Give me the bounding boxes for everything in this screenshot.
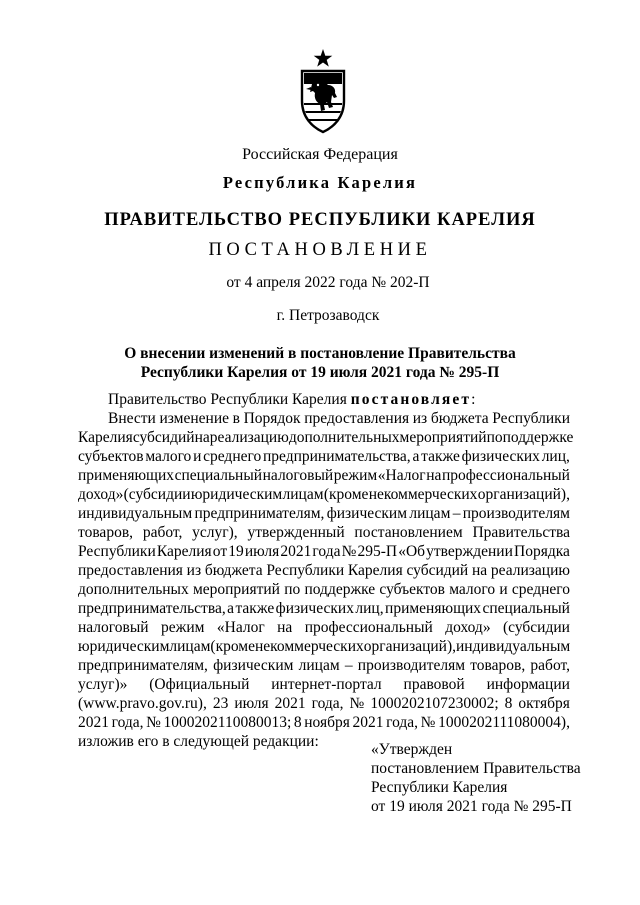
body-word: и — [193, 448, 202, 465]
body-word: 1000202111080004), — [438, 714, 570, 731]
body-word: предоставления — [78, 562, 183, 579]
body-word: лицам — [282, 486, 324, 503]
date-and-number: от 4 апреля 2022 года № 202-П — [226, 274, 430, 291]
body-line — [78, 580, 570, 599]
body-word: работ, — [530, 657, 570, 674]
body-word: профессиональный — [441, 467, 570, 484]
country-name: Российская Федерация — [242, 146, 398, 163]
body-word: физических — [275, 600, 354, 617]
body-word: организаций), — [477, 486, 570, 503]
body-word: а — [227, 600, 235, 617]
body-word: Карелия — [347, 562, 403, 579]
body-word: утвержденный — [247, 524, 345, 541]
body-word: мероприятий — [192, 581, 280, 598]
body-word: товаров, — [470, 657, 526, 674]
approval-stamp-text — [371, 740, 581, 816]
body-word: правовой — [403, 676, 465, 693]
decree-suffix: : — [471, 391, 476, 408]
body-word: Республики — [492, 410, 570, 427]
body-word: из — [412, 410, 428, 427]
body-word: товаров, — [78, 524, 134, 541]
body-word: Внести — [108, 410, 156, 427]
body-word: № — [420, 714, 436, 731]
body-word: и — [499, 581, 508, 598]
body-line — [78, 599, 570, 618]
body-word: малого — [145, 448, 192, 465]
body-word: предпринимателям, — [194, 505, 325, 522]
body-line — [78, 485, 570, 504]
body-word: 1000202107230002; — [370, 695, 499, 712]
body-word: налоговый — [78, 619, 149, 636]
city: г. Петрозаводск — [276, 307, 380, 324]
body-word: в — [232, 410, 240, 427]
body-word: 2021 — [78, 714, 109, 731]
body-word: предпринимательства, — [262, 448, 411, 465]
body-word: малого — [449, 581, 496, 598]
body-word: лицам — [409, 505, 451, 522]
body-word: некоммерческих — [368, 486, 478, 503]
body-word: на — [194, 429, 210, 446]
body-word: Карелия — [78, 429, 133, 446]
body-word: лицам — [298, 657, 340, 674]
body-word: 2021 — [274, 695, 306, 712]
body-word: доход» — [78, 486, 124, 503]
body-word: доход» — [445, 619, 491, 636]
body-word: 295-П — [357, 543, 398, 560]
body-word: «Налог — [377, 467, 426, 484]
government-title: ПРАВИТЕЛЬСТВО РЕСПУБЛИКИ КАРЕЛИЯ — [104, 210, 536, 230]
body-word: поддержке — [304, 581, 376, 598]
body-word: юридическим — [78, 638, 170, 655]
body-line — [78, 447, 570, 466]
body-word: лиц, — [355, 600, 384, 617]
document-body — [78, 390, 574, 751]
body-word: лицам — [169, 638, 211, 655]
body-line — [78, 523, 570, 542]
body-word: физическим — [326, 505, 408, 522]
body-word: среднего — [511, 581, 570, 598]
body-word: «Налог — [216, 619, 265, 636]
body-word: дополнительных — [78, 581, 189, 598]
body-word: предпринимателям, — [78, 657, 208, 674]
body-word: (Официальный — [149, 676, 250, 693]
body-word: Республики — [78, 543, 156, 560]
subject-line: О внесении изменений в постановление Правительства — [124, 345, 516, 362]
body-line — [78, 542, 570, 561]
body-word: физическим — [213, 657, 294, 674]
body-word: года — [312, 543, 341, 560]
approval-line: постановлением Правительства — [371, 760, 581, 777]
body-word: мероприятий — [399, 429, 487, 446]
body-word: ноября — [304, 714, 350, 731]
body-last-line: изложив его в следующей редакции: — [78, 733, 319, 750]
document-type: ПОСТАНОВЛЕНИЕ — [208, 240, 432, 260]
body-paragraph — [78, 409, 574, 732]
body-word: (субсидии — [123, 486, 191, 503]
body-word: на — [471, 562, 488, 579]
body-word: производителям — [462, 505, 570, 522]
body-line — [78, 618, 570, 637]
body-word: № — [341, 543, 357, 560]
body-word: (субсидии — [503, 619, 570, 636]
body-line — [78, 694, 570, 713]
republic-name: Республика Карелия — [222, 173, 418, 192]
body-word: лиц, — [541, 448, 570, 465]
body-word: индивидуальным — [78, 505, 193, 522]
decree-prefix: Правительство Республики Карелия — [108, 391, 351, 408]
body-word: реализацию — [490, 562, 570, 579]
body-word: июля — [234, 695, 269, 712]
body-word: июля — [244, 543, 280, 560]
decree-line — [78, 390, 570, 409]
body-word: № — [146, 714, 161, 731]
body-word: поддержке — [502, 429, 574, 446]
body-word: бюджета — [204, 562, 263, 579]
approval-line: «Утвержден — [371, 741, 453, 758]
body-word: 8 — [293, 714, 302, 731]
body-word: 2021 — [280, 543, 312, 560]
body-word: субъектов — [379, 581, 445, 598]
body-word: по — [486, 429, 503, 446]
body-word: Порядок — [243, 410, 301, 427]
body-word: производителям — [357, 657, 466, 674]
body-word: организаций), — [363, 638, 457, 655]
body-word: года, — [386, 714, 419, 731]
body-word: Правительства — [472, 524, 570, 541]
body-word: специальный — [482, 600, 570, 617]
body-word: а — [412, 448, 420, 465]
body-word: по — [284, 581, 301, 598]
body-word: предпринимательства, — [78, 600, 226, 617]
body-word: постановлением — [354, 524, 463, 541]
document-subject — [0, 344, 640, 382]
body-word: применяющих — [385, 600, 482, 617]
body-word: профессиональный — [304, 619, 433, 636]
body-word: индивидуальным — [456, 638, 571, 655]
body-word: режим — [333, 467, 378, 484]
body-line — [78, 409, 570, 428]
body-word: реализацию — [209, 429, 289, 446]
body-word: года, — [311, 695, 344, 712]
body-line — [78, 561, 570, 580]
body-word: интернет-портал — [271, 676, 382, 693]
body-line — [78, 713, 570, 732]
body-word: 1000202110080013; — [163, 714, 292, 731]
body-word: Республики — [266, 562, 345, 579]
body-word: из — [186, 562, 202, 579]
body-line — [78, 428, 574, 447]
approval-line: от 19 июля 2021 года № 295-П — [371, 798, 572, 815]
body-line — [78, 675, 570, 694]
body-word: дополнительных — [288, 429, 400, 446]
body-word: 19 — [228, 543, 244, 560]
body-word: Карелия — [156, 543, 212, 560]
approval-line: Республики Карелия — [371, 779, 508, 796]
body-word: субъектов — [78, 448, 144, 465]
body-word: утверждении — [426, 543, 513, 560]
body-word: № — [349, 695, 365, 712]
body-word: (кроме — [210, 638, 255, 655]
body-word: на — [426, 467, 442, 484]
body-line — [78, 504, 570, 523]
body-word: (www.pravo.gov.ru), — [78, 695, 207, 712]
body-word: предоставления — [304, 410, 410, 427]
body-word: налоговый — [262, 467, 334, 484]
body-word: – — [344, 657, 353, 674]
body-word: юридическим — [190, 486, 283, 503]
body-word: физических — [461, 448, 540, 465]
karelia-coat-of-arms-icon — [298, 47, 348, 134]
body-word: информации — [486, 676, 570, 693]
subject-line: Республики Карелия от 19 июля 2021 года № 295-П — [140, 364, 500, 381]
body-word: 8 — [504, 695, 513, 712]
body-word: «Об — [398, 543, 426, 560]
body-word: субсидий — [132, 429, 195, 446]
body-word: 23 — [212, 695, 229, 712]
body-word: на — [277, 619, 293, 636]
body-word: – — [452, 505, 461, 522]
body-word: бюджета — [430, 410, 489, 427]
body-word: специальный — [174, 467, 263, 484]
body-word: октября — [518, 695, 570, 712]
body-word: также — [421, 448, 460, 465]
body-word: субсидий — [406, 562, 469, 579]
body-line — [78, 637, 570, 656]
body-word: услуг), — [192, 524, 238, 541]
body-word: работ, — [142, 524, 183, 541]
body-word: также — [235, 600, 275, 617]
body-word: применяющих — [78, 467, 175, 484]
body-word: среднего — [203, 448, 262, 465]
body-word: (кроме — [323, 486, 369, 503]
body-word: услуг)» — [78, 676, 128, 693]
decree-word: постановляет — [350, 391, 472, 408]
body-word: 2021 — [352, 714, 384, 731]
body-word: от — [212, 543, 228, 560]
body-word: некоммерческих — [255, 638, 364, 655]
body-word: Порядка — [514, 543, 570, 560]
body-line — [78, 466, 570, 485]
body-word: года, — [111, 714, 144, 731]
body-word: режим — [160, 619, 205, 636]
body-word: изменение — [159, 410, 230, 427]
body-line — [78, 656, 570, 675]
